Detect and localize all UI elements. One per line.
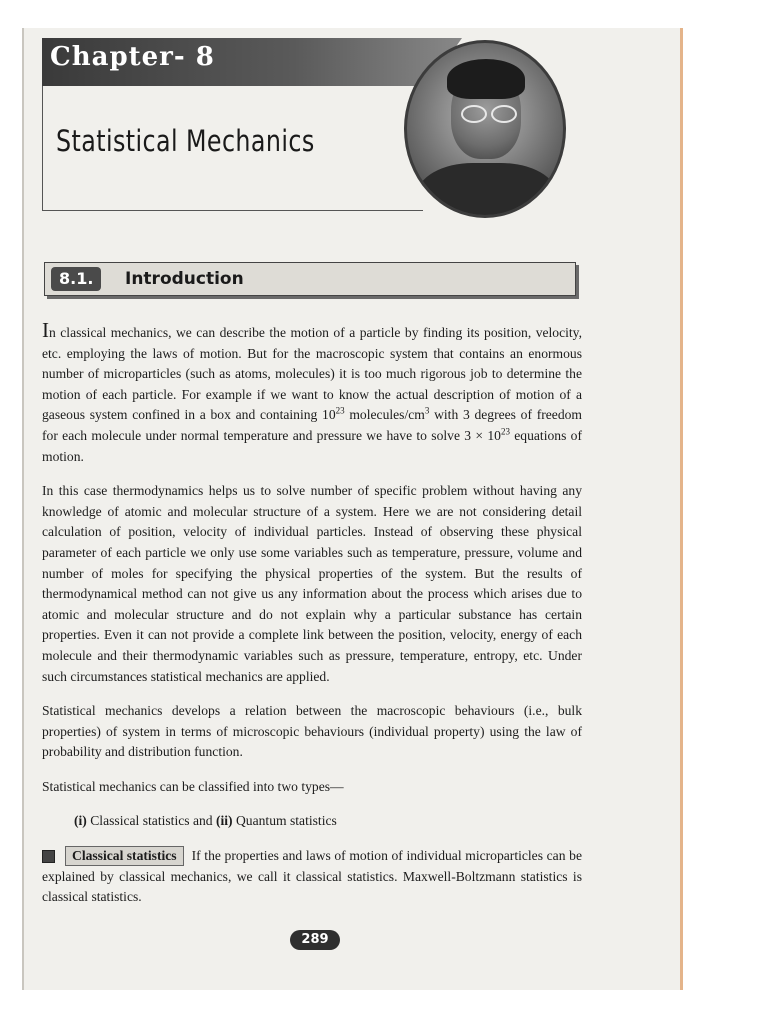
statistics-types (42, 811, 582, 832)
exponent: 23 (335, 405, 345, 416)
portrait-body (417, 163, 557, 218)
section-number: 8.1. (51, 267, 101, 291)
paragraph-3: Statistical mechanics develops a relation between the macroscopic behaviours (i.e., bulk properties) of system in terms of microscopic behaviours (individual property) using the law of probability and distribution function. (42, 703, 582, 760)
book-page (22, 28, 680, 990)
author-portrait (404, 40, 566, 218)
type-i-number: (i) (74, 813, 87, 829)
paragraph-1 (42, 320, 582, 467)
type-i-label: Classical statistics and (86, 813, 216, 829)
portrait-glasses (457, 105, 519, 121)
chapter-label: Chapter- 8 (50, 42, 215, 72)
classical-statistics-text: If the properties and laws of motion of individual microparticles can be explained by classical mechanics, we call it classical statistics. Maxwell-Boltzmann statistics is classical statistics. (42, 848, 582, 905)
paragraph-4: Statistical mechanics can be classified into two types— (42, 778, 344, 794)
square-bullet-icon (42, 850, 55, 863)
paragraph-1-text: n classical mechanics, we can describe the motion of a particle by finding its position, velocity, etc. employing the laws of motion. But for the macroscopic system that contains an enormous number of microparticles (such as atoms, molecules) it is too much rigorous job to determine the motion of each particle. For example if we want to know the actual description of motion of a gaseous system confined in a box and containing (42, 325, 582, 423)
page-number: 289 (290, 930, 340, 950)
paragraph-1-end: equations of motion. (42, 427, 582, 464)
drop-cap: I (42, 318, 49, 342)
paragraph-2: In this case thermodynamics helps us to solve number of specific problem without having any knowledge of atomic and molecular structure of a system. Here we are not considering detail calculation of position, velocity of individual particles. Instead of observing these physical parameter of each particle we only use some variables such as temperature, pressure, volume and number of moles for specifying the physical properties of the system. But the results of thermodynamical method can not give us any information about the process which arises due to atomic and molecular structure and do not explain why a particular substance has certain properties. Even it can not provide a complete link between the position, velocity, energy of each molecule and their thermodynamic variables such as pressure, temperature, entropy, etc. Under such circumstances statistical mechanics are applied. (42, 483, 582, 684)
section-header (44, 262, 576, 296)
exponent-base: 10 (322, 407, 336, 423)
unit-exponent: 3 (424, 405, 430, 416)
classical-statistics-paragraph (42, 846, 582, 908)
type-ii-label: Quantum statistics (232, 813, 337, 829)
portrait-hair (447, 59, 525, 99)
section-title: Introduction (125, 269, 244, 289)
classical-statistics-tag: Classical statistics (65, 846, 184, 866)
chapter-title: Statistical Mechanics (56, 124, 315, 158)
unit-text: molecules/cm (344, 407, 425, 423)
paragraph-1-text-2: with 3 degrees of freedom for each molecule under normal temperature and pressure we have to solve 3 × 10 (42, 407, 582, 443)
type-ii-number: (ii) (215, 813, 233, 829)
exponent-2: 23 (500, 426, 510, 437)
body-text (42, 320, 582, 922)
